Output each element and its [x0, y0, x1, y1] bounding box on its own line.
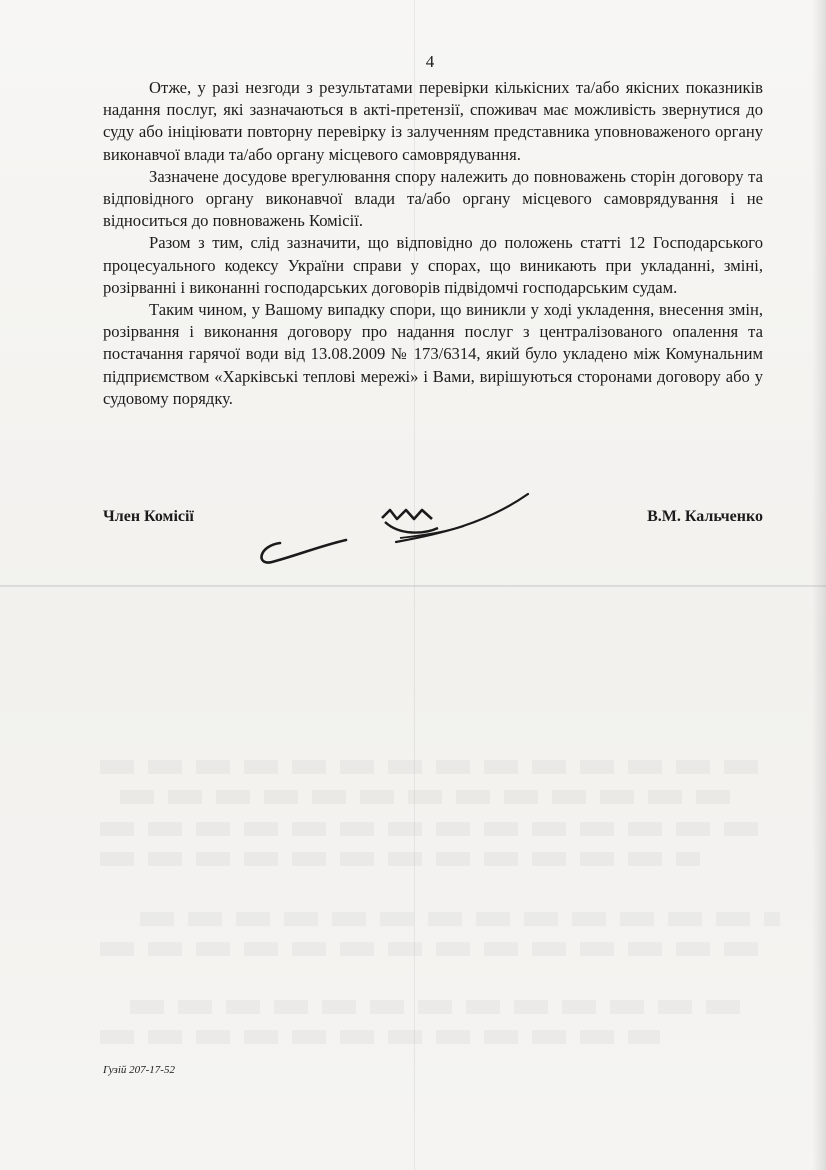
paragraph: Разом з тим, слід зазначити, що відповідно до положень статті 12 Господарського процесуального кодексу України справи у спорах, що виникають при укладанні, зміні, розірванні і виконанні господарських договорів підвідомчі господарським судам.	[103, 233, 763, 297]
signatory-name: В.М. Кальченко	[647, 508, 763, 525]
paragraph: Зазначене досудове врегулювання спору належить до повноважень сторін договору та відповідного органу виконавчої влади та/або органу місцевого самоврядування і не відноситься до повноважень Комісії.	[103, 166, 763, 231]
executor-note: Гузій 207-17-52	[103, 1064, 175, 1076]
handwritten-signature	[250, 488, 540, 578]
bleed-through-text	[100, 852, 700, 866]
paper-edge-shadow	[812, 0, 826, 1170]
letter-body	[103, 77, 763, 410]
signatory-position: Член Комісії	[103, 508, 194, 525]
bleed-through-text	[100, 1030, 660, 1044]
bleed-through-text	[100, 942, 760, 956]
page-number: 4	[425, 52, 435, 71]
bleed-through-text	[130, 1000, 750, 1014]
paragraph: Таким чином, у Вашому випадку спори, що виникли у ході укладення, внесення змін, розірвання і виконання договору про надання послуг з централізованого опалення та постачання гарячої води від 13.08.2009 № 173/6314, який було укладено між Комунальним підприємством «Харківські теплові мережі» і Вами, вирішуються сторонами договору або у судовому порядку.	[103, 300, 763, 408]
bleed-through-text	[120, 790, 740, 804]
paper-fold-line	[0, 585, 826, 587]
bleed-through-text	[100, 822, 760, 836]
bleed-through-text	[140, 912, 780, 926]
bleed-through-text	[100, 760, 760, 774]
paragraph: Отже, у разі незгоди з результатами перевірки кількісних та/або якісних показників надання послуг, які зазначаються в акті-претензії, споживач має можливість звернутися до суду або ініціювати повторну перевірку із залученням представника уповноваженого органу виконавчої влади та/або органу місцевого самоврядування.	[103, 78, 763, 164]
